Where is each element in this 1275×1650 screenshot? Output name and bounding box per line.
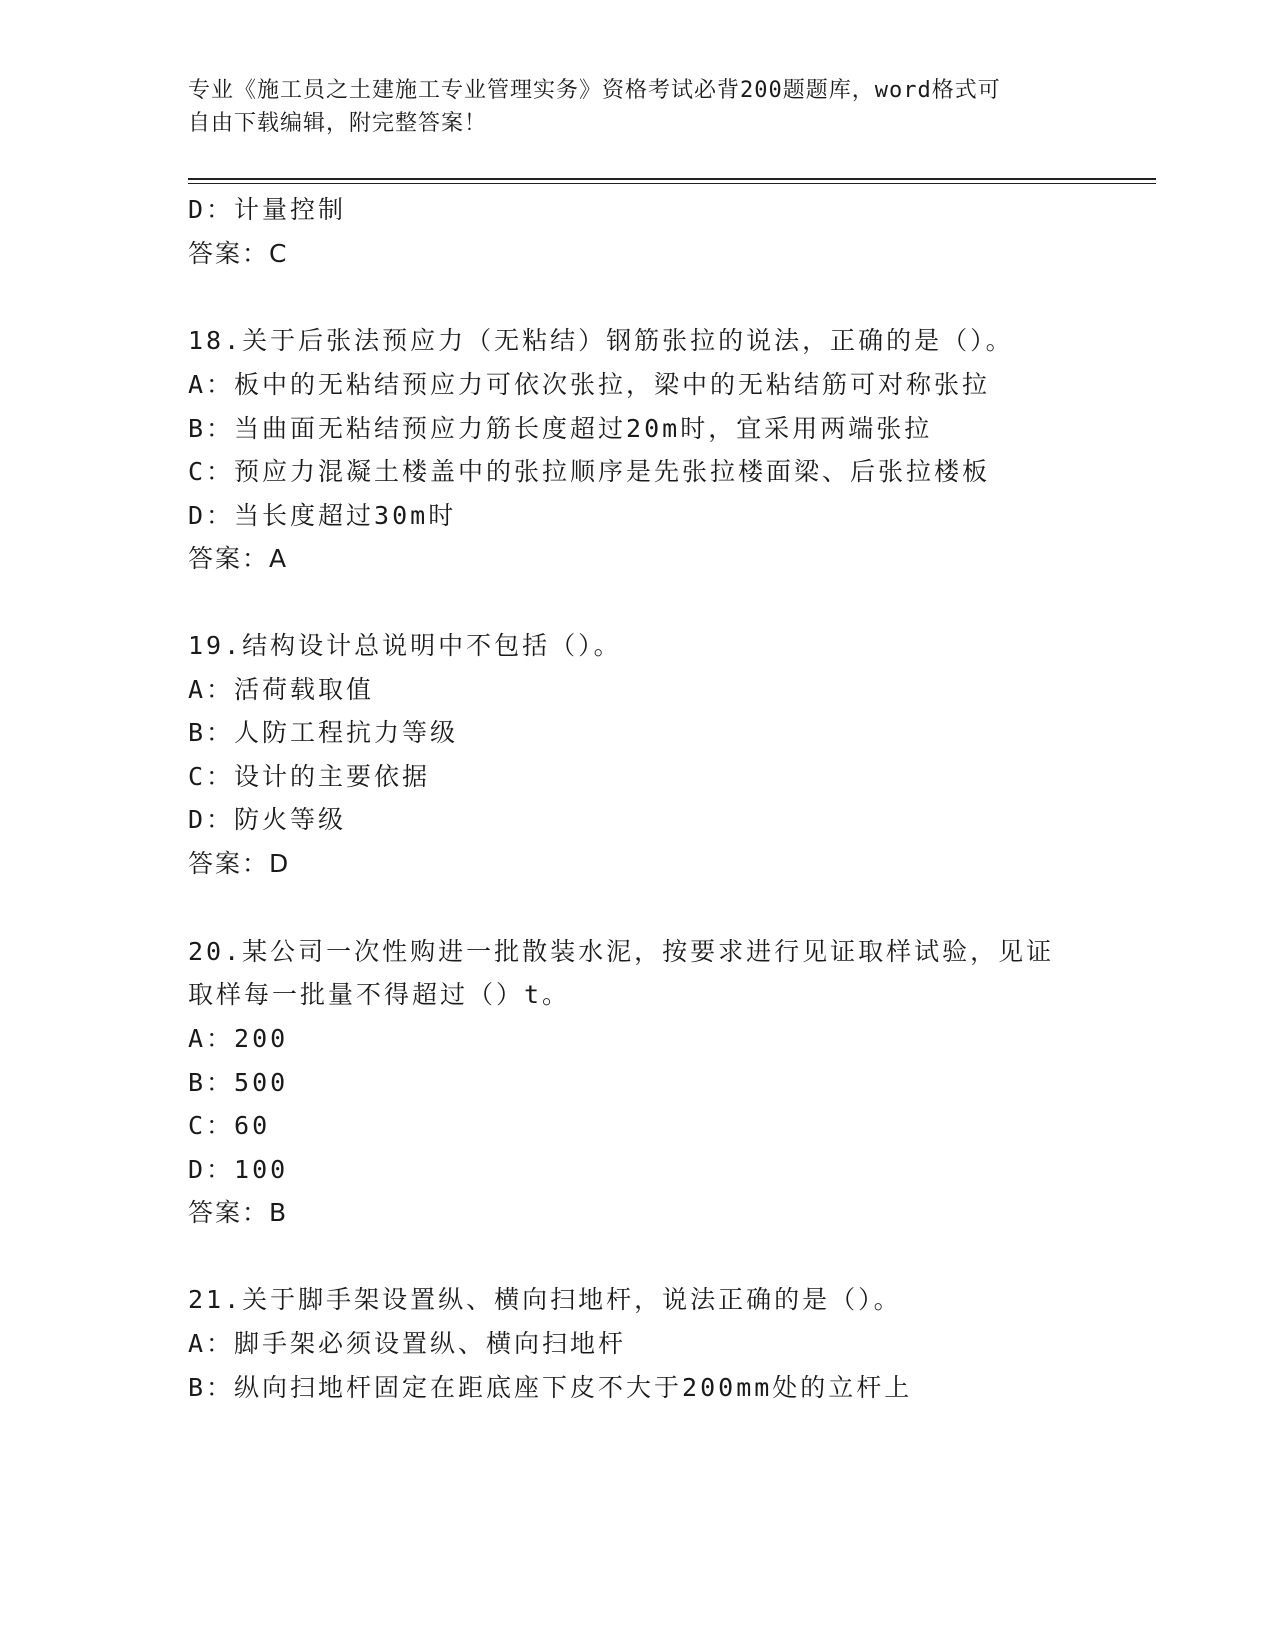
header-divider-thick (188, 178, 1156, 180)
question-19: 19.结构设计总说明中不包括（）。 (188, 631, 622, 660)
option-b-q18: B：当曲面无粘结预应力筋长度超过20m时，宜采用两端张拉 (188, 414, 933, 443)
document-header (188, 74, 1088, 140)
header-divider-thin (188, 183, 1156, 184)
option-a-q20: A：200 (188, 1024, 289, 1053)
option-d-q20: D：100 (188, 1155, 289, 1184)
option-b-q19: B：人防工程抗力等级 (188, 718, 459, 747)
option-d-q17: D：计量控制 (188, 195, 347, 224)
header-line-1: 专业《施工员之土建施工专业管理实务》资格考试必背200题题库，word格式可 (188, 78, 1001, 103)
option-c-q20: C：60 (188, 1111, 271, 1140)
answer-q20: 答案：B (188, 1198, 289, 1227)
question-18: 18.关于后张法预应力（无粘结）钢筋张拉的说法，正确的是（）。 (188, 326, 1014, 355)
answer-q18: 答案：A (188, 544, 289, 573)
option-c-q19: C：设计的主要依据 (188, 762, 431, 791)
question-20-line-2: 取样每一批量不得超过（）t。 (188, 980, 571, 1009)
option-a-q18: A：板中的无粘结预应力可依次张拉，梁中的无粘结筋可对称张拉 (188, 370, 991, 399)
question-21: 21.关于脚手架设置纵、横向扫地杆，说法正确的是（）。 (188, 1285, 902, 1314)
option-c-q18: C：预应力混凝土楼盖中的张拉顺序是先张拉楼面梁、后张拉楼板 (188, 457, 991, 486)
question-20-line-1: 20.某公司一次性购进一批散装水泥，按要求进行见证取样试验，见证 (188, 937, 1055, 966)
header-line-2: 自由下载编辑，附完整答案！ (188, 111, 488, 136)
option-b-q20: B：500 (188, 1068, 289, 1097)
answer-q19: 答案：D (188, 849, 291, 878)
option-a-q19: A：活荷载取值 (188, 675, 375, 704)
option-a-q21: A：脚手架必须设置纵、横向扫地杆 (188, 1329, 627, 1358)
answer-q17: 答案：C (188, 239, 289, 268)
option-b-q21: B：纵向扫地杆固定在距底座下皮不大于200mm处的立杆上 (188, 1373, 913, 1402)
option-d-q18: D：当长度超过30m时 (188, 501, 457, 530)
option-d-q19: D：防火等级 (188, 805, 347, 834)
